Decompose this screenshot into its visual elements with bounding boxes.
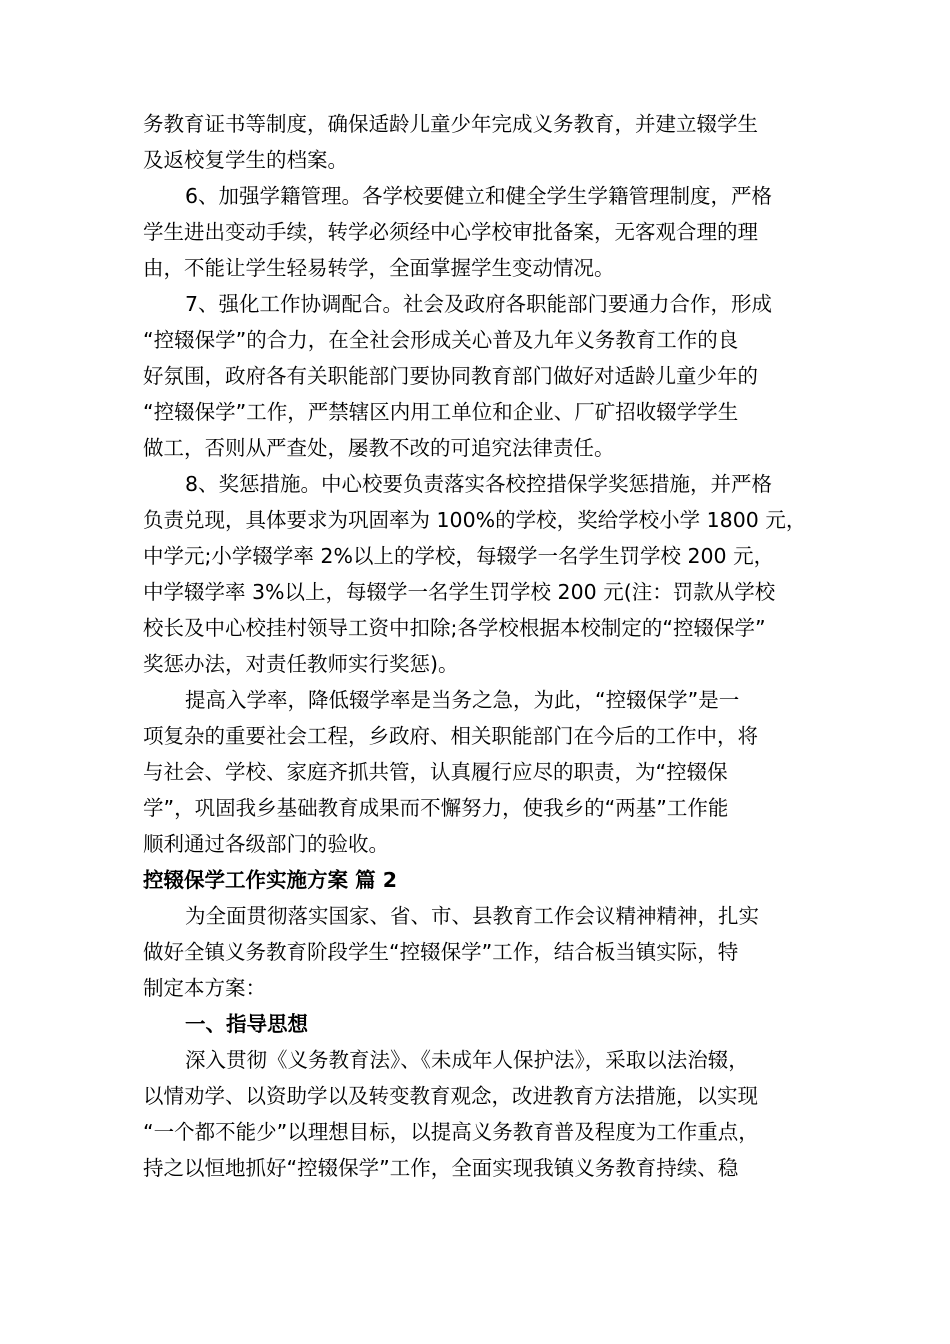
text-line: 提高入学率，降低辍学率是当务之急，为此，“控辍保学”是一 (185, 688, 740, 712)
text-line: 6、加强学籍管理。各学校要健立和健全学生学籍管理制度，严格 (185, 184, 773, 208)
text-line: 奖惩办法，对责任教师实行奖惩)。 (143, 652, 459, 676)
text-line: “控辍保学”的合力，在全社会形成关心普及九年义务教育工作的良 (143, 328, 739, 352)
text-line: “一个都不能少”以理想目标，以提高义务教育普及程度为工作重点， (143, 1120, 759, 1144)
text-line: 做好全镇义务教育阶段学生“控辍保学”工作，结合板当镇实际，特 (143, 940, 739, 964)
text-line: 项复杂的重要社会工程，乡政府、相关职能部门在今后的工作中，将 (143, 724, 758, 748)
text-line: 与社会、学校、家庭齐抓共管，认真履行应尽的职责，为“控辍保 (143, 760, 728, 784)
section-heading: 控辍保学工作实施方案 篇 2 (143, 868, 398, 892)
text-line: 学”，巩固我乡基础教育成果而不懈努力，使我乡的“两基”工作能 (143, 796, 729, 820)
text-line: 负责兑现，具体要求为巩固率为 100%的学校，奖给学校小学 1800 元， (143, 508, 807, 532)
text-line: 中学辍学率 3%以上，每辍学一名学生罚学校 200 元(注：罚款从学校 (143, 580, 776, 604)
text-line: 以情劝学、以资助学以及转变教育观念，改进教育方法措施，以实现 (143, 1084, 758, 1108)
text-line: “控辍保学”工作，严禁辖区内用工单位和企业、厂矿招收辍学学生 (143, 400, 739, 424)
text-line: 好氛围，政府各有关职能部门要协同教育部门做好对适龄儿童少年的 (143, 364, 758, 388)
text-line: 8、奖惩措施。中心校要负责落实各校控措保学奖惩措施，并严格 (185, 472, 773, 496)
text-line: 务教育证书等制度，确保适龄儿童少年完成义务教育，并建立辍学生 (143, 112, 758, 136)
text-line: 持之以恒地抓好“控辍保学”工作，全面实现我镇义务教育持续、稳 (143, 1156, 739, 1180)
text-line: 做工，否则从严查处，屡教不改的可追究法律责任。 (143, 436, 615, 460)
text-line: 为全面贯彻落实国家、省、市、县教育工作会议精神精神，扎实 (185, 904, 759, 928)
text-line: 深入贯彻《义务教育法》、《未成年人保护法》，采取以法治辍， (185, 1048, 749, 1072)
section-heading: 一、指导思想 (185, 1012, 308, 1036)
text-line: 中学元;小学辍学率 2%以上的学校，每辍学一名学生罚学校 200 元， (143, 544, 775, 568)
text-line: 制定本方案： (143, 976, 266, 1000)
text-line: 及返校复学生的档案。 (143, 148, 348, 172)
text-line: 顺利通过各级部门的验收。 (143, 832, 389, 856)
text-line: 由，不能让学生轻易转学，全面掌握学生变动情况。 (143, 256, 615, 280)
text-line: 校长及中心校挂村领导工资中扣除;各学校根据本校制定的“控辍保学” (143, 616, 766, 640)
text-line: 学生进出变动手续，转学必须经中心学校审批备案，无客观合理的理 (143, 220, 758, 244)
text-line: 7、强化工作协调配合。社会及政府各职能部门要通力合作，形成 (185, 292, 773, 316)
document-page (143, 106, 813, 1186)
